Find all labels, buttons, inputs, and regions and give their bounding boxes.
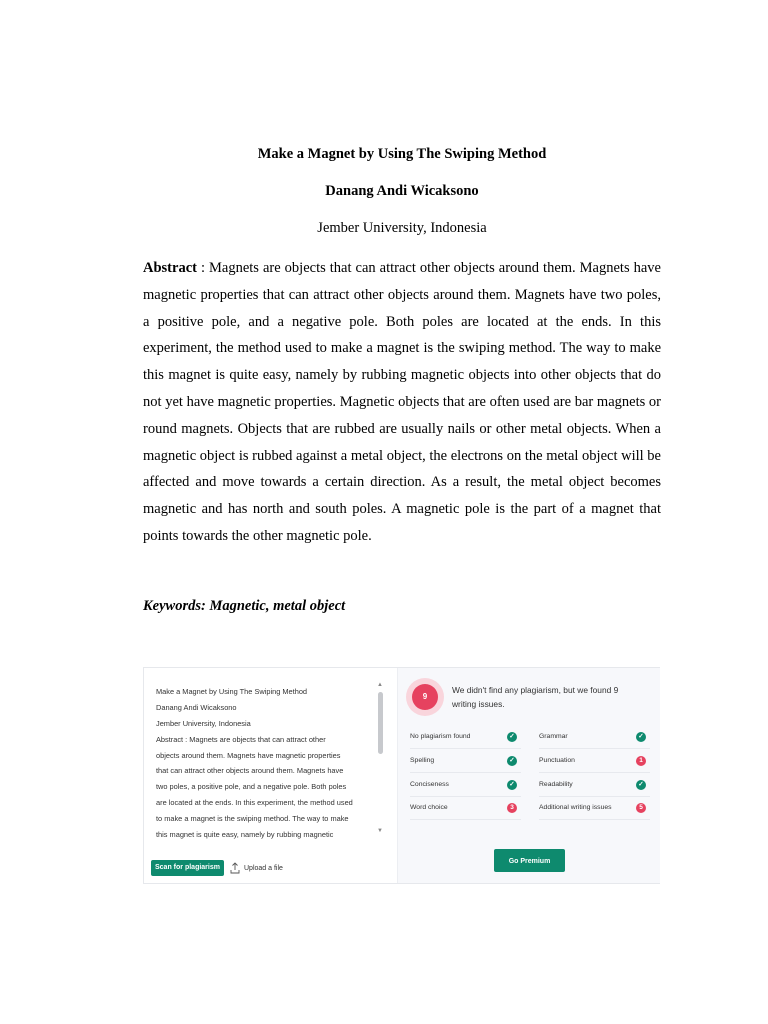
check-ok-icon: ✓	[507, 756, 517, 766]
issue-count-badge: 9	[412, 684, 438, 710]
text-line: Jember University, Indonesia	[156, 718, 251, 728]
text-line: that can attract other objects around them. Magnets have	[156, 766, 344, 776]
check-ok-icon: ✓	[636, 732, 646, 742]
check-no-plagiarism[interactable]	[410, 726, 521, 749]
check-label: Punctuation	[539, 757, 575, 764]
text-line: Make a Magnet by Using The Swiping Method	[156, 687, 308, 696]
check-label: Conciseness	[410, 781, 449, 788]
abstract-body: : Magnets are objects that can attract other objects around them. Magnets have magnetic properties that can attract other objects around them. Magnets have two poles, a positive pole, and a negative pole. Both poles are located at the ends. In this experiment, the method used to make a magnet is the swiping method. The way to make this magnet is quite easy, namely by rubbing magnetic objects into other objects that do not yet have magnetic properties. Magnetic objects that are often used are bar magnets or round magnets. Objects that are rubbed are usually nails or other metal objects. When a magnetic object is rubbed against a metal object, the electrons on the metal object will be affected and move towards a certain direction. As a result, the metal object becomes magnetic and has north and south poles. A magnetic pole is the part of a magnet that points towards the other magnetic pole.	[143, 260, 661, 544]
paper-title: Make a Magnet by Using The Swiping Method	[257, 146, 547, 162]
check-label: Additional writing issues	[539, 804, 612, 811]
issue-count-icon: 5	[636, 803, 646, 813]
check-additional-issues[interactable]	[539, 797, 650, 820]
upload-icon	[230, 862, 240, 874]
keywords: Keywords: Magnetic, metal object	[143, 598, 346, 614]
text-line: to make a magnet is the swiping method. The way to make	[156, 814, 349, 824]
issue-count-icon: 1	[636, 756, 646, 766]
abstract-label: Abstract	[143, 260, 197, 276]
check-label: Readability	[539, 781, 573, 788]
check-spelling[interactable]	[410, 750, 521, 773]
check-word-choice[interactable]	[410, 797, 521, 820]
paper-author: Danang Andi Wicaksono	[325, 183, 479, 199]
abstract	[143, 255, 661, 550]
check-conciseness[interactable]	[410, 774, 521, 797]
text-line: this magnet is quite easy, namely by rubbing magnetic	[156, 830, 334, 840]
scrollbar-thumb[interactable]	[378, 692, 383, 754]
text-input-area[interactable]	[156, 684, 378, 840]
check-punctuation[interactable]	[539, 750, 650, 773]
check-grammar[interactable]	[539, 726, 650, 749]
check-ok-icon: ✓	[507, 780, 517, 790]
check-label: Spelling	[410, 757, 435, 764]
check-ok-icon: ✓	[507, 732, 517, 742]
text-line: Abstract : Magnets are objects that can attract other	[156, 734, 326, 744]
scan-for-plagiarism-button[interactable]: Scan for plagiarism	[151, 860, 224, 876]
plagiarism-checker-screenshot	[143, 667, 660, 884]
go-premium-button[interactable]: Go Premium	[494, 849, 565, 872]
text-line: are located at the ends. In this experiment, the method used	[156, 798, 353, 808]
results-pane	[397, 668, 660, 883]
check-label: No plagiarism found	[410, 733, 471, 740]
check-label: Word choice	[410, 804, 448, 811]
scroll-down-icon[interactable]: ▼	[377, 828, 383, 834]
check-readability[interactable]	[539, 774, 650, 797]
upload-label: Upload a file	[244, 864, 283, 872]
text-line: two poles, a positive pole, and a negative pole. Both poles	[156, 782, 347, 792]
paper-affiliation: Jember University, Indonesia	[317, 220, 487, 236]
issue-count-icon: 3	[507, 803, 517, 813]
input-pane	[144, 668, 397, 883]
text-line: objects around them. Magnets have magnetic properties	[156, 750, 341, 760]
results-headline: We didn't find any plagiarism, but we found 9 writing issues.	[452, 685, 619, 709]
check-label: Grammar	[539, 733, 568, 740]
text-line: Danang Andi Wicaksono	[156, 702, 237, 712]
scroll-up-icon[interactable]: ▲	[377, 682, 383, 688]
check-ok-icon: ✓	[636, 780, 646, 790]
upload-file-button[interactable]	[230, 862, 283, 874]
